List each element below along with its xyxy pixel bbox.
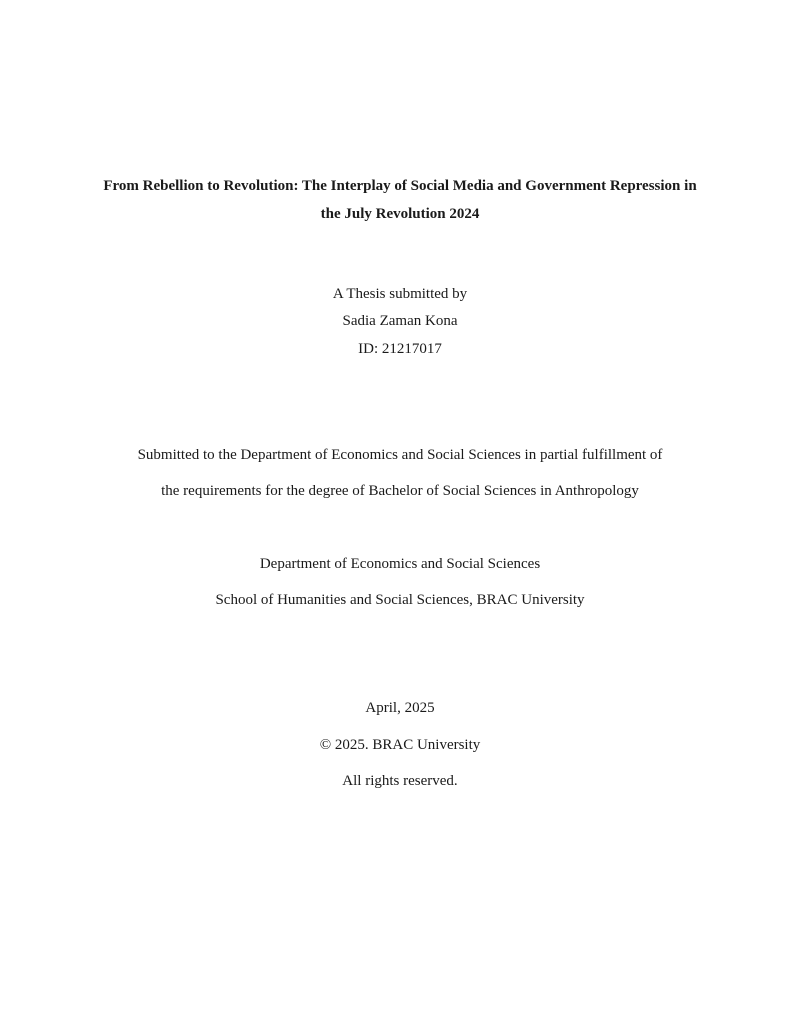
submitted-by-label: A Thesis submitted by bbox=[332, 286, 468, 302]
submission-statement-line-2: the requirements for the degree of Bachelor of Social Sciences in Anthropology bbox=[161, 483, 639, 499]
thesis-title-line-1: From Rebellion to Revolution: The Interplay of Social Media and Government Repression in bbox=[103, 178, 697, 194]
submission-date: April, 2025 bbox=[365, 700, 435, 716]
thesis-title-line-2: the July Revolution 2024 bbox=[320, 206, 480, 222]
submission-statement-line-1: Submitted to the Department of Economics and Social Sciences in partial fulfillment of bbox=[137, 447, 663, 463]
student-id: ID: 21217017 bbox=[358, 341, 442, 357]
rights-reserved: All rights reserved. bbox=[342, 773, 458, 789]
copyright-notice: © 2025. BRAC University bbox=[319, 737, 481, 753]
department-name: Department of Economics and Social Sciences bbox=[259, 556, 541, 572]
school-name: School of Humanities and Social Sciences, BRAC University bbox=[215, 592, 585, 608]
author-name: Sadia Zaman Kona bbox=[342, 313, 458, 329]
